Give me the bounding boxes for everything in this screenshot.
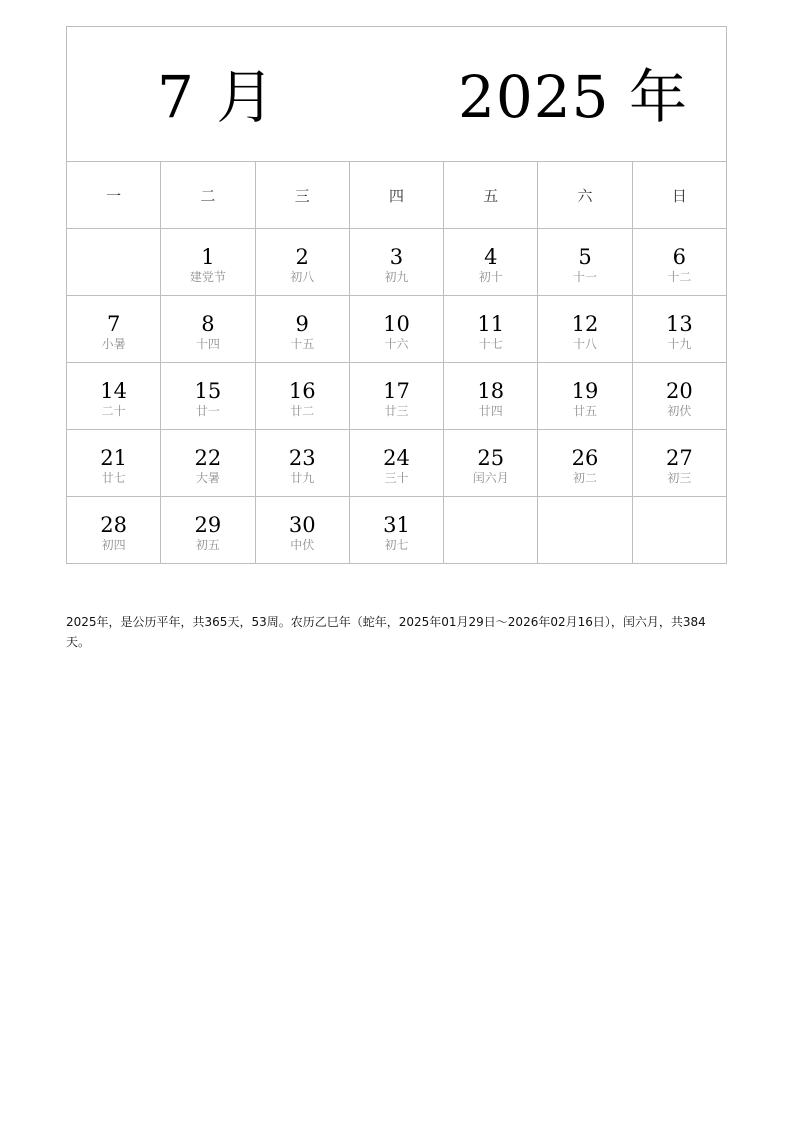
day-number: 9: [295, 312, 309, 336]
lunar-date: 十二: [667, 270, 692, 284]
lunar-date: 十八: [573, 337, 598, 351]
day-cell: [632, 363, 726, 430]
day-cell: [444, 229, 538, 296]
day-cell: [161, 296, 255, 363]
lunar-date: 十七: [478, 337, 503, 351]
lunar-date: 初五: [195, 538, 220, 552]
day-cell: [67, 363, 161, 430]
day-number: 31: [383, 513, 410, 537]
day-number: 23: [288, 446, 316, 470]
day-cell: [538, 430, 632, 497]
lunar-date: 廿三: [384, 404, 409, 418]
day-number: 4: [484, 245, 498, 269]
lunar-date: 十一: [573, 270, 598, 284]
weekday-header-row: [67, 162, 727, 229]
year-summary: 2025年，是公历平年，共365天，53周。农历乙巳年（蛇年，2025年01月29日～2026年02月16日），闰六月，共384天。: [66, 615, 706, 649]
lunar-date: 初七: [384, 538, 409, 552]
lunar-date: 十四: [195, 337, 220, 351]
day-number: 11: [477, 312, 505, 336]
day-number: 19: [571, 379, 599, 403]
day-number: 13: [665, 312, 693, 336]
lunar-date: 廿四: [478, 404, 503, 418]
lunar-date: 二十: [101, 404, 126, 418]
day-number: 29: [194, 513, 222, 537]
day-number: 17: [383, 379, 410, 403]
day-cell: [538, 296, 632, 363]
day-cell: [349, 430, 443, 497]
day-number: 28: [100, 513, 127, 537]
lunar-date: 廿二: [290, 404, 315, 418]
lunar-date: 建党节: [189, 270, 226, 284]
day-number: 24: [383, 446, 410, 470]
day-cell-empty: [632, 497, 726, 564]
day-cell: [538, 229, 632, 296]
day-number: 16: [288, 379, 316, 403]
day-cell: [349, 363, 443, 430]
day-cell: [255, 296, 349, 363]
day-cell: [255, 229, 349, 296]
lunar-date: 小暑: [101, 337, 126, 351]
day-number: 5: [578, 245, 592, 269]
lunar-date: 初十: [478, 270, 503, 284]
lunar-date: 初八: [290, 270, 315, 284]
day-cell: [349, 497, 443, 564]
lunar-date: 三十: [384, 471, 409, 485]
title-year: 2025 年: [457, 63, 688, 131]
weekday-thu: 四: [349, 162, 443, 229]
day-cell-empty: [67, 229, 161, 296]
week-row-4: [67, 430, 727, 497]
lunar-date: 廿九: [290, 471, 315, 485]
day-number: 1: [201, 245, 215, 269]
day-number: 3: [389, 245, 404, 269]
day-cell: [161, 363, 255, 430]
lunar-date: 闰六月: [472, 471, 509, 485]
weekday-sat: 六: [538, 162, 632, 229]
day-cell: [161, 229, 255, 296]
week-row-5: [67, 497, 727, 564]
day-number: 18: [477, 379, 505, 403]
day-number: 22: [194, 446, 222, 470]
day-number: 27: [665, 446, 693, 470]
day-number: 25: [477, 446, 505, 470]
day-number: 10: [383, 312, 410, 336]
lunar-date: 廿五: [573, 404, 598, 418]
day-cell: [632, 229, 726, 296]
day-number: 7: [106, 312, 121, 336]
day-cell: [67, 296, 161, 363]
day-cell: [632, 296, 726, 363]
calendar-title: [67, 27, 727, 162]
lunar-date: 初四: [101, 538, 126, 552]
lunar-date: 十九: [667, 337, 692, 351]
day-number: 30: [288, 513, 316, 537]
week-row-3: [67, 363, 727, 430]
lunar-date: 初二: [573, 471, 598, 485]
lunar-date: 初伏: [667, 404, 692, 418]
lunar-date: 大暑: [195, 471, 220, 485]
weekday-wed: 三: [255, 162, 349, 229]
day-cell-empty: [538, 497, 632, 564]
lunar-date: 十六: [384, 337, 409, 351]
day-number: 6: [672, 245, 687, 269]
day-cell: [67, 430, 161, 497]
day-cell: [255, 430, 349, 497]
day-number: 14: [100, 379, 127, 403]
weekday-sun: 日: [632, 162, 726, 229]
day-cell: [444, 430, 538, 497]
weekday-tue: 二: [161, 162, 255, 229]
lunar-date: 廿一: [195, 404, 220, 418]
day-cell: [255, 363, 349, 430]
day-cell: [161, 430, 255, 497]
day-cell-empty: [444, 497, 538, 564]
day-cell: [255, 497, 349, 564]
title-month: 7 月: [157, 63, 277, 131]
lunar-date: 初九: [384, 270, 409, 284]
day-number: 15: [194, 379, 222, 403]
day-cell: [349, 229, 443, 296]
weekday-mon: 一: [67, 162, 161, 229]
day-number: 2: [295, 245, 309, 269]
day-number: 21: [100, 446, 127, 470]
lunar-date: 中伏: [290, 538, 315, 552]
day-number: 12: [571, 312, 599, 336]
lunar-date: 初三: [667, 471, 692, 485]
day-cell: [161, 497, 255, 564]
day-cell: [67, 497, 161, 564]
day-number: 26: [571, 446, 599, 470]
lunar-date: 廿七: [101, 471, 126, 485]
day-cell: [632, 430, 726, 497]
day-number: 8: [201, 312, 215, 336]
weekday-fri: 五: [444, 162, 538, 229]
day-cell: [538, 363, 632, 430]
day-cell: [444, 363, 538, 430]
day-cell: [349, 296, 443, 363]
calendar-table: [66, 26, 727, 564]
lunar-date: 十五: [290, 337, 315, 351]
day-number: 20: [665, 379, 693, 403]
day-cell: [444, 296, 538, 363]
week-row-2: [67, 296, 727, 363]
week-row-1: [67, 229, 727, 296]
